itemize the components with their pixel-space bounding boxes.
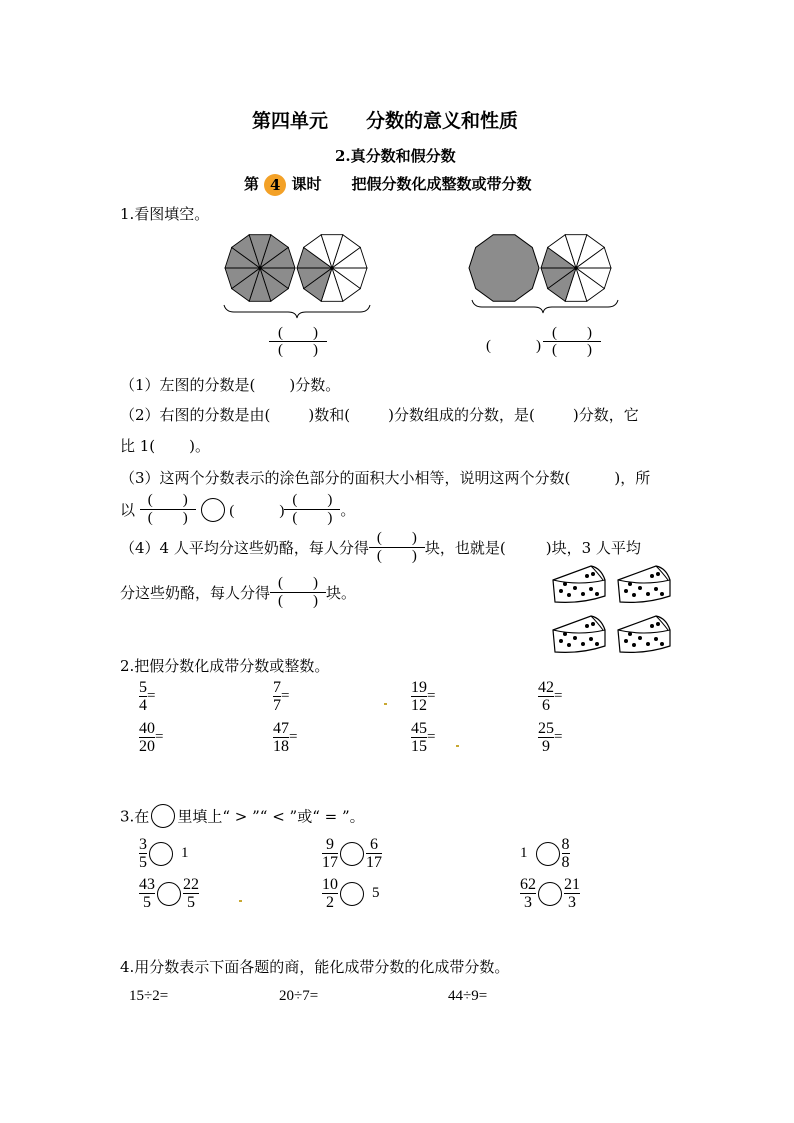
right-figure-fraction[interactable]: ( ) ( ) [543, 325, 601, 358]
q4-title: 4.用分数表示下面各题的商，能化成带分数的化成带分数。 [120, 958, 510, 976]
q1-part2-cont: 比 1( )。 [120, 437, 211, 455]
fraction: $\frac{22}{5}$ [183, 876, 199, 911]
improper-fraction: $\frac{40}{20}$ [139, 720, 155, 755]
fraction: $\frac{62}{3}$ [520, 876, 536, 911]
speck [239, 900, 242, 902]
compare-circle[interactable] [201, 498, 225, 522]
fraction: $\frac{8}{8}$ [561, 836, 570, 871]
right-brace [472, 300, 618, 313]
lesson-prefix: 第 [244, 175, 260, 193]
compare-circle[interactable] [536, 842, 560, 866]
q1-part4: （4）4 人平均分这些奶酪，每人分得 $\frac{( )}{( )}$ 块，也就是( )块，3 人平均 [120, 530, 641, 564]
lesson-number-badge: 4 [264, 174, 286, 196]
speck [456, 745, 459, 747]
improper-fraction: $\frac{42}{6}$ [538, 679, 554, 714]
fraction: $\frac{6}{17}$ [366, 836, 382, 871]
compare-circle[interactable] [538, 882, 562, 906]
cheese-icon [553, 566, 605, 602]
improper-fraction: $\frac{47}{18}$ [273, 720, 289, 755]
unit-title: 第四单元 分数的意义和性质 [252, 110, 519, 132]
compare-left-fraction[interactable]: $\frac{( )}{( )}$ [140, 492, 196, 527]
compare-circle[interactable] [340, 882, 364, 906]
cheese-icon [618, 566, 670, 602]
left-brace [224, 305, 370, 318]
compare-circle[interactable] [157, 882, 181, 906]
q3-item: $\frac{3}{5}$ 1 [139, 836, 189, 871]
fraction: $\frac{3}{5}$ [139, 836, 147, 871]
q1-figures [0, 0, 794, 330]
q3-item [322, 836, 382, 871]
speck [384, 703, 387, 705]
q3-item [139, 876, 199, 911]
q2-item[interactable]: $\frac{47}{18}$ = [273, 720, 298, 755]
cheese-icon [618, 616, 670, 652]
fraction: $\frac{43}{5}$ [139, 876, 155, 911]
q4-item-1: 15÷2= [129, 988, 169, 1004]
section-title: 2.真分数和假分数 [335, 147, 456, 165]
lesson-suffix: 课时 把假分数化成整数或带分数 [291, 175, 532, 193]
whole-shaded-decagon [469, 235, 539, 302]
improper-fraction: $\frac{5}{4}$ [139, 679, 147, 714]
compare-right-whole[interactable]: ( ) [229, 503, 285, 519]
q3-item: $\frac{10}{2}$ 5 [322, 876, 380, 911]
q3-item: 1 $\frac{8}{8}$ [520, 836, 570, 871]
compare-circle[interactable] [149, 842, 173, 866]
q1-part3: （3）这两个分数表示的涂色部分的面积大小相等，说明这两个分数( )，所 [120, 469, 651, 487]
compare-circle[interactable] [340, 842, 364, 866]
q4-item-2: 20÷7= [279, 988, 319, 1004]
fraction: $\frac{9}{17}$ [322, 836, 338, 871]
q2-item[interactable]: $\frac{19}{12}$ = [411, 679, 436, 714]
q1-title: 1.看图填空。 [120, 205, 210, 223]
q1-part1: （1）左图的分数是( )分数。 [120, 376, 341, 394]
q2-item[interactable]: $\frac{5}{4}$ = [139, 679, 156, 714]
q2-item[interactable]: $\frac{45}{15}$ = [411, 720, 436, 755]
q3-item [520, 876, 580, 911]
q4-item-3: 44÷9= [448, 988, 488, 1004]
q2-item[interactable]: $\frac{40}{20}$ = [139, 720, 164, 755]
improper-fraction: $\frac{19}{12}$ [411, 679, 427, 714]
circle-icon [151, 804, 175, 828]
cheese-pictures [548, 560, 674, 660]
q2-item[interactable]: $\frac{25}{9}$ = [538, 720, 563, 755]
q1-part3-cont: 以 $\frac{( )}{( )}$ ( ) $\frac{( )}{( )}$ 。 [120, 492, 356, 526]
q2-title: 2.把假分数化成带分数或整数。 [120, 657, 330, 675]
right-figure-whole-blank[interactable]: ( ) [486, 338, 541, 354]
q1-part2: （2）右图的分数是由( )数和( )分数组成的分数，是( )分数，它 [120, 406, 639, 424]
compare-right-fraction[interactable]: $\frac{( )}{( )}$ [284, 492, 340, 527]
cheese-icon [553, 616, 605, 652]
fraction: $\frac{10}{2}$ [322, 876, 338, 911]
q2-item[interactable]: $\frac{7}{7}$ = [273, 679, 290, 714]
per-person-4-fraction[interactable]: $\frac{( )}{( )}$ [369, 530, 425, 565]
improper-fraction: $\frac{25}{9}$ [538, 720, 554, 755]
q3-title: 3.在 里填上“ > ”“ < ”或“ = ”。 [120, 804, 365, 830]
per-person-3-fraction[interactable]: $\frac{( )}{( )}$ [270, 575, 326, 610]
q2-item[interactable]: $\frac{42}{6}$ = [538, 679, 563, 714]
fraction: $\frac{21}{3}$ [564, 876, 580, 911]
q1-part4-cont: 分这些奶酪，每人分得 $\frac{( )}{( )}$ 块。 [120, 575, 357, 609]
left-figure-fraction[interactable]: ( ) ( ) [269, 325, 327, 358]
improper-fraction: $\frac{7}{7}$ [273, 679, 281, 714]
improper-fraction: $\frac{45}{15}$ [411, 720, 427, 755]
